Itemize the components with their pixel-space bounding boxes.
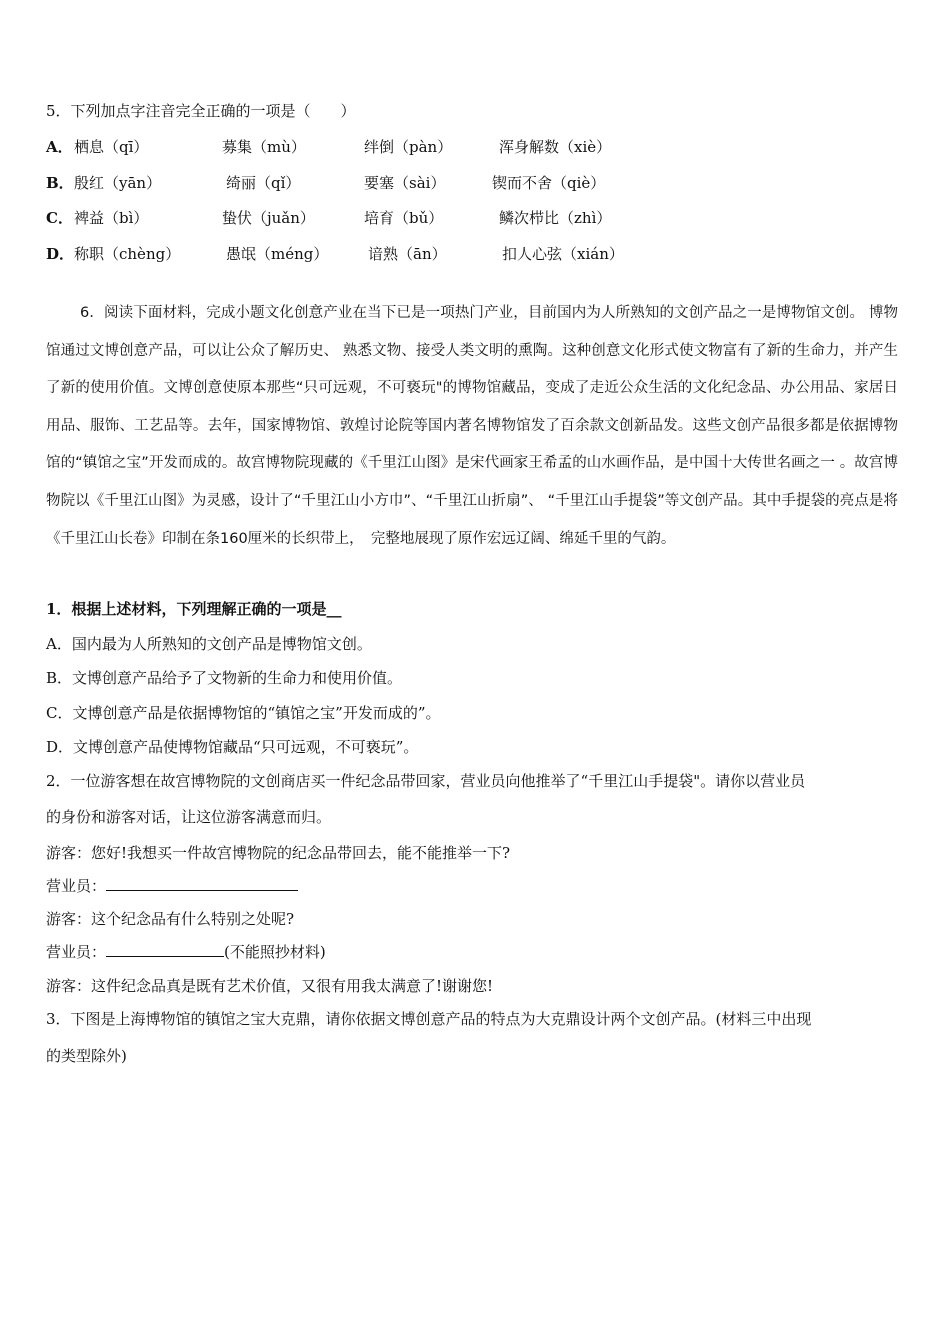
clerk-label-2: 营业员： bbox=[46, 943, 107, 961]
q5-option-a-label: A． bbox=[46, 138, 73, 156]
answer-blank-1[interactable] bbox=[106, 876, 298, 891]
q5-option-c-item3: 培育（bǔ） bbox=[364, 209, 444, 227]
dialogue-clerk-2 bbox=[46, 942, 326, 962]
q5-option-b-item4: 锲而不舍（qiè） bbox=[492, 174, 606, 192]
q5-option-b-item1: 殷红（yān） bbox=[74, 174, 162, 192]
sub2-stem-line1: 2．一位游客想在故宫博物院的文创商店买一件纪念品带回家，营业员向他推举了“千里江山手提袋"。请你以营业员 bbox=[46, 772, 806, 790]
q5-option-c-item1: 裨益（bì） bbox=[74, 209, 149, 227]
dialogue-tourist-2: 游客：这个纪念品有什么特别之处呢? bbox=[46, 910, 295, 928]
sub1-stem: 1．根据上述材料，下列理解正确的一项是__ bbox=[46, 600, 342, 618]
q5-option-d-label: D． bbox=[46, 245, 75, 263]
q5-option-c-item2: 蛰伏（juǎn） bbox=[222, 209, 315, 227]
sub1-option-b: B．文博创意产品给予了文物新的生命力和使用价值。 bbox=[46, 669, 403, 687]
q5-option-d-item2: 愚氓（méng） bbox=[226, 245, 329, 263]
q5-option-a bbox=[46, 136, 926, 158]
q5-option-b-item2: 绮丽（qǐ） bbox=[226, 174, 301, 192]
sub2-stem-line2: 的身份和游客对话，让这位游客满意而归。 bbox=[46, 808, 332, 826]
q5-option-b-item3: 要塞（sài） bbox=[364, 174, 446, 192]
q5-option-a-item4: 浑身解数（xiè） bbox=[499, 138, 612, 156]
sub3-stem-line2: 的类型除外) bbox=[46, 1047, 127, 1065]
dialogue-clerk-1 bbox=[46, 876, 298, 896]
sub1-option-d: D．文博创意产品使博物馆藏品“只可远观，不可亵玩”。 bbox=[46, 738, 419, 756]
q5-option-b bbox=[46, 172, 926, 194]
q5-option-b-label: B． bbox=[46, 174, 74, 192]
q6-passage bbox=[46, 295, 898, 558]
sub3-stem-line1: 3．下图是上海博物馆的镇馆之宝大克鼎，请你依据文博创意产品的特点为大克鼎设计两个文创产品。(材料三中出现 bbox=[46, 1010, 812, 1028]
q5-option-a-item2: 募集（mù） bbox=[222, 138, 306, 156]
clerk-label-1: 营业员： bbox=[46, 877, 107, 895]
dialogue-tourist-3: 游客：这件纪念品真是既有艺术价值，又很有用我太满意了!谢谢您! bbox=[46, 977, 494, 995]
dialogue-tourist-1: 游客：您好!我想买一件故宫博物院的纪念品带回去，能不能推举一下? bbox=[46, 844, 511, 862]
sub1-option-a: A．国内最为人所熟知的文创产品是博物馆文创。 bbox=[46, 635, 372, 653]
q5-option-c bbox=[46, 207, 926, 229]
q6-passage-text: 6．阅读下面材料，完成小题文化创意产业在当下已是一项热门产业，目前国内为人所熟知的文创产品之一是博物馆文创。 博物馆通过文博创意产品，可以让公众了解历史、 熟悉文物、接受人类文明的熏陶。这种创意文化形式使文物富有了新的生命力，并产生了新的使用价值。文博创意使原本那些“只可远观，不可亵玩"的博物馆藏品，变成了走近公众生活的文化纪念品、办公用品、家居日用品、服饰、工艺品等。去年，国家博物馆、敦煌讨论院等国内著名博物馆发了百余款文创新品发。这些文创产品很多都是依据博物馆的“镇馆之宝”开发而成的。故宫博物院现藏的《千里江山图》是宋代画家王希孟的山水画作品，是中国十大传世名画之一 。故宫博物院以《千里江山图》为灵感，设计了“千里江山小方巾”、“千里江山折扇”、 “千里江山手提袋”等文创产品。其中手提袋的亮点是将《千里江山长卷》印制在条160厘米的长织带上， 完整地展现了原作宏远辽阔、绵延千里的气韵。 bbox=[46, 305, 898, 547]
q5-stem: 5．下列加点字注音完全正确的一项是（ ） bbox=[46, 102, 356, 120]
clerk-note: (不能照抄材料) bbox=[224, 943, 326, 961]
q5-option-d-item4: 扣人心弦（xián） bbox=[502, 245, 624, 263]
q5-option-d-item3: 谙熟（ān） bbox=[368, 245, 447, 263]
answer-blank-2[interactable] bbox=[106, 942, 224, 957]
q5-option-d bbox=[46, 243, 926, 265]
q5-option-a-item1: 栖息（qī） bbox=[74, 138, 149, 156]
q5-option-c-item4: 鳞次栉比（zhì） bbox=[499, 209, 612, 227]
q5-option-d-item1: 称职（chèng） bbox=[74, 245, 181, 263]
q5-option-c-label: C． bbox=[46, 209, 73, 227]
sub1-option-c: C．文博创意产品是依据博物馆的“镇馆之宝”开发而成的”。 bbox=[46, 704, 441, 722]
q5-option-a-item3: 绊倒（pàn） bbox=[364, 138, 453, 156]
